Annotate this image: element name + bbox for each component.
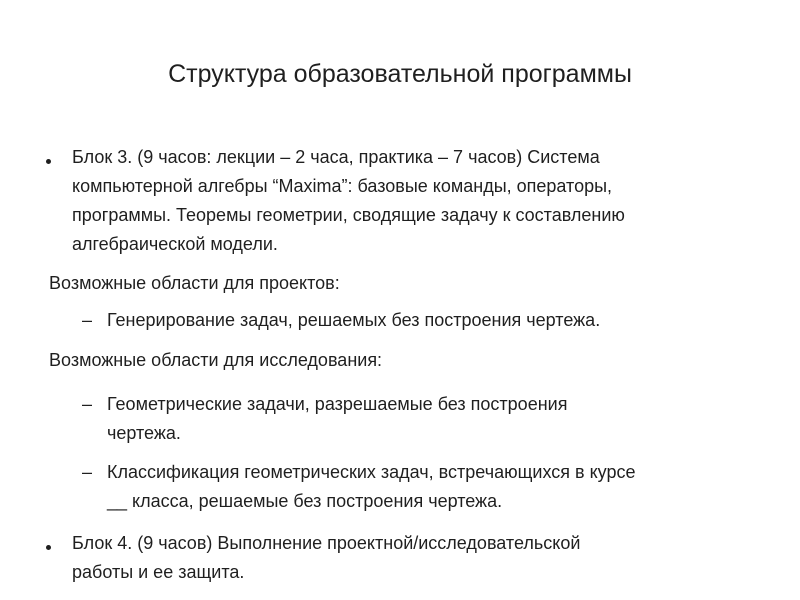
projects-heading: Возможные области для проектов: [49,273,340,293]
research-heading: Возможные области для исследования: [49,350,383,370]
block4-line: работы и ее защита. [72,562,245,582]
block3-line: компьютерной алгебры “Maxima”: базовые команды, операторы, [72,176,613,196]
block3-line: алгебраической модели. [72,234,278,254]
block3-line: Блок 3. (9 часов: лекции – 2 часа, практика – 7 часов) Система [72,147,600,167]
research-item [107,458,787,516]
research-item-line: Геометрические задачи, разрешаемые без построения [107,394,568,414]
research-item-line: __ класса, решаемые без построения чертежа. [107,491,503,511]
dash-marker: – [82,310,93,330]
slide-title: Структура образовательной программы [168,60,632,88]
block4-text [72,529,772,587]
block4-line: Блок 4. (9 часов) Выполнение проектной/исследовательской [72,533,581,553]
bullet-dot [46,545,51,550]
research-item-line: чертежа. [107,423,181,443]
projects-item-line: Генерирование задач, решаемых без построения чертежа. [107,310,601,330]
block3-line: программы. Теоремы геометрии, сводящие задачу к составлению [72,205,625,225]
block3-text [72,143,772,259]
projects-item [107,306,777,335]
bullet-dot [46,159,51,164]
research-item [107,390,777,448]
research-item-line: Классификация геометрических задач, встречающихся в курсе [107,462,636,482]
dash-marker: – [82,462,93,482]
dash-marker: – [82,394,93,414]
